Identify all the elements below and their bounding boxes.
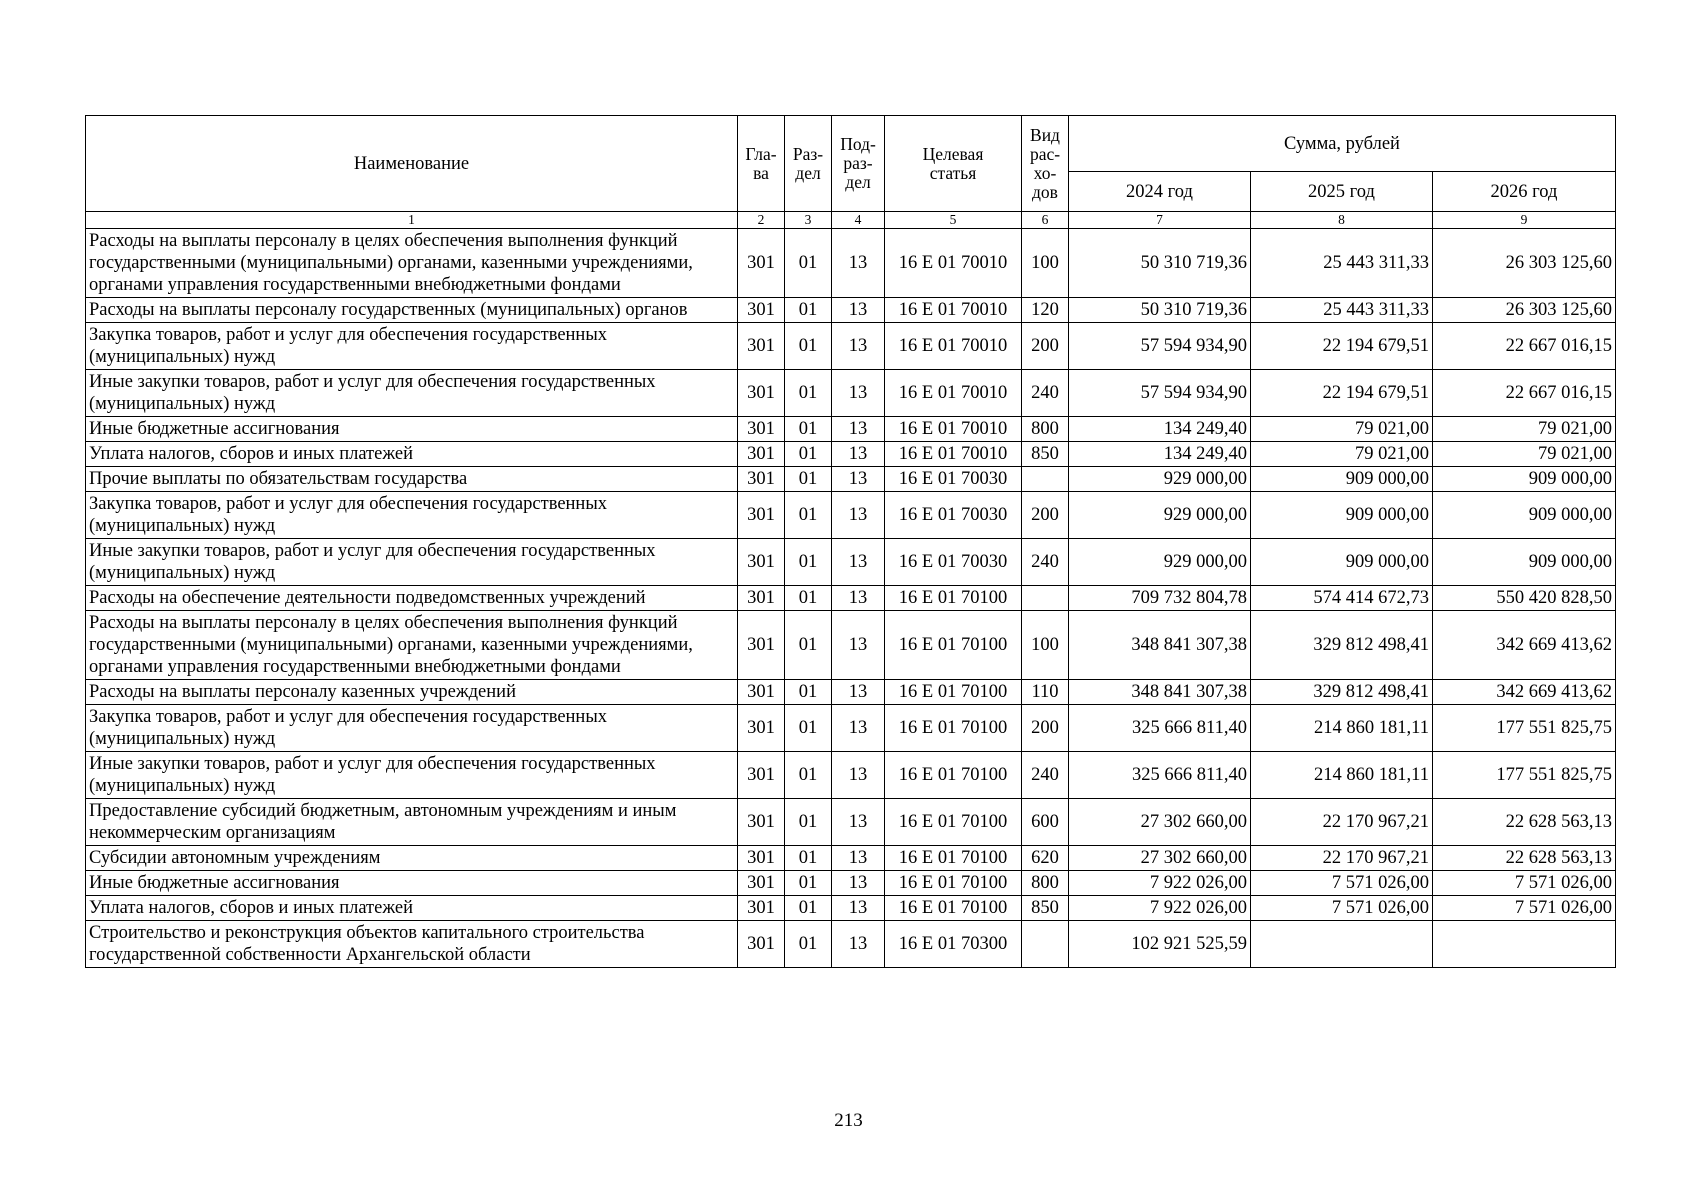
row-sum-2026: 342 669 413,62 bbox=[1433, 611, 1616, 680]
row-subsection: 13 bbox=[832, 323, 885, 370]
row-expense-type: 200 bbox=[1022, 705, 1069, 752]
row-name: Расходы на выплаты персоналу государственных (муниципальных) органов bbox=[86, 298, 738, 323]
row-name: Предоставление субсидий бюджетным, автономным учреждениям и иным некоммерческим организациям bbox=[86, 799, 738, 846]
row-sum-2026: 79 021,00 bbox=[1433, 442, 1616, 467]
row-expense-type: 800 bbox=[1022, 417, 1069, 442]
row-subsection: 13 bbox=[832, 298, 885, 323]
row-sum-2025: 909 000,00 bbox=[1251, 492, 1433, 539]
row-name: Расходы на выплаты персоналу в целях обеспечения выполнения функций государственными (муниципальными) органами, казенными учреждениями, органами управления государственными внебюджетными фондами bbox=[86, 611, 738, 680]
row-target-article: 16 Е 01 70100 bbox=[885, 611, 1022, 680]
table-row bbox=[86, 492, 1616, 539]
row-chapter: 301 bbox=[738, 417, 785, 442]
row-subsection: 13 bbox=[832, 586, 885, 611]
row-sum-2026: 909 000,00 bbox=[1433, 492, 1616, 539]
row-chapter: 301 bbox=[738, 680, 785, 705]
column-number: 1 bbox=[86, 212, 738, 229]
row-sum-2025: 574 414 672,73 bbox=[1251, 586, 1433, 611]
row-expense-type: 100 bbox=[1022, 229, 1069, 298]
row-sum-2024: 929 000,00 bbox=[1069, 492, 1251, 539]
row-expense-type bbox=[1022, 586, 1069, 611]
row-sum-2026: 909 000,00 bbox=[1433, 467, 1616, 492]
table-row bbox=[86, 442, 1616, 467]
page-number: 213 bbox=[834, 1110, 863, 1131]
row-name: Закупка товаров, работ и услуг для обеспечения государственных (муниципальных) нужд bbox=[86, 492, 738, 539]
row-sum-2024: 929 000,00 bbox=[1069, 539, 1251, 586]
row-name: Расходы на обеспечение деятельности подведомственных учреждений bbox=[86, 586, 738, 611]
row-subsection: 13 bbox=[832, 442, 885, 467]
budget-table bbox=[85, 115, 1616, 968]
row-sum-2025 bbox=[1251, 921, 1433, 968]
row-sum-2026: 7 571 026,00 bbox=[1433, 871, 1616, 896]
row-subsection: 13 bbox=[832, 705, 885, 752]
row-target-article: 16 Е 01 70100 bbox=[885, 846, 1022, 871]
table-row bbox=[86, 323, 1616, 370]
row-chapter: 301 bbox=[738, 442, 785, 467]
row-sum-2026: 26 303 125,60 bbox=[1433, 229, 1616, 298]
table-row bbox=[86, 846, 1616, 871]
header-year-2026: 2026 год bbox=[1433, 172, 1616, 212]
row-chapter: 301 bbox=[738, 846, 785, 871]
row-section: 01 bbox=[785, 370, 832, 417]
row-target-article: 16 Е 01 70100 bbox=[885, 896, 1022, 921]
row-target-article: 16 Е 01 70100 bbox=[885, 752, 1022, 799]
row-sum-2025: 909 000,00 bbox=[1251, 467, 1433, 492]
table-row bbox=[86, 680, 1616, 705]
row-subsection: 13 bbox=[832, 896, 885, 921]
row-chapter: 301 bbox=[738, 467, 785, 492]
row-target-article: 16 Е 01 70100 bbox=[885, 705, 1022, 752]
row-sum-2024: 134 249,40 bbox=[1069, 442, 1251, 467]
row-chapter: 301 bbox=[738, 752, 785, 799]
row-name: Иные закупки товаров, работ и услуг для обеспечения государственных (муниципальных) нужд bbox=[86, 752, 738, 799]
row-expense-type: 200 bbox=[1022, 323, 1069, 370]
row-name: Уплата налогов, сборов и иных платежей bbox=[86, 896, 738, 921]
row-sum-2026: 550 420 828,50 bbox=[1433, 586, 1616, 611]
table-row bbox=[86, 586, 1616, 611]
row-chapter: 301 bbox=[738, 799, 785, 846]
row-subsection: 13 bbox=[832, 417, 885, 442]
table-row bbox=[86, 799, 1616, 846]
row-sum-2026: 22 667 016,15 bbox=[1433, 323, 1616, 370]
table-row bbox=[86, 611, 1616, 680]
table-row bbox=[86, 705, 1616, 752]
row-target-article: 16 Е 01 70300 bbox=[885, 921, 1022, 968]
row-name: Субсидии автономным учреждениям bbox=[86, 846, 738, 871]
row-expense-type: 620 bbox=[1022, 846, 1069, 871]
row-section: 01 bbox=[785, 467, 832, 492]
row-name: Иные бюджетные ассигнования bbox=[86, 871, 738, 896]
column-number: 4 bbox=[832, 212, 885, 229]
row-chapter: 301 bbox=[738, 229, 785, 298]
row-sum-2024: 134 249,40 bbox=[1069, 417, 1251, 442]
row-expense-type: 200 bbox=[1022, 492, 1069, 539]
row-sum-2026: 909 000,00 bbox=[1433, 539, 1616, 586]
table-row bbox=[86, 417, 1616, 442]
row-sum-2024: 929 000,00 bbox=[1069, 467, 1251, 492]
row-section: 01 bbox=[785, 539, 832, 586]
header-section: Раз- дел bbox=[785, 116, 832, 212]
row-subsection: 13 bbox=[832, 467, 885, 492]
header-sum: Сумма, рублей bbox=[1069, 116, 1616, 172]
row-sum-2025: 22 194 679,51 bbox=[1251, 323, 1433, 370]
row-subsection: 13 bbox=[832, 921, 885, 968]
row-section: 01 bbox=[785, 705, 832, 752]
row-expense-type: 110 bbox=[1022, 680, 1069, 705]
row-sum-2025: 22 194 679,51 bbox=[1251, 370, 1433, 417]
row-chapter: 301 bbox=[738, 871, 785, 896]
row-expense-type: 850 bbox=[1022, 896, 1069, 921]
row-sum-2025: 7 571 026,00 bbox=[1251, 896, 1433, 921]
row-chapter: 301 bbox=[738, 370, 785, 417]
row-expense-type bbox=[1022, 921, 1069, 968]
row-section: 01 bbox=[785, 323, 832, 370]
row-sum-2024: 27 302 660,00 bbox=[1069, 846, 1251, 871]
table-row bbox=[86, 467, 1616, 492]
row-target-article: 16 Е 01 70010 bbox=[885, 442, 1022, 467]
row-expense-type bbox=[1022, 467, 1069, 492]
row-sum-2024: 57 594 934,90 bbox=[1069, 323, 1251, 370]
row-expense-type: 600 bbox=[1022, 799, 1069, 846]
row-target-article: 16 Е 01 70010 bbox=[885, 417, 1022, 442]
header-year-2025: 2025 год bbox=[1251, 172, 1433, 212]
row-sum-2024: 57 594 934,90 bbox=[1069, 370, 1251, 417]
row-section: 01 bbox=[785, 492, 832, 539]
row-chapter: 301 bbox=[738, 586, 785, 611]
row-expense-type: 240 bbox=[1022, 370, 1069, 417]
table-body bbox=[86, 212, 1616, 968]
row-chapter: 301 bbox=[738, 298, 785, 323]
row-sum-2024: 102 921 525,59 bbox=[1069, 921, 1251, 968]
row-name: Расходы на выплаты персоналу казенных учреждений bbox=[86, 680, 738, 705]
row-sum-2024: 7 922 026,00 bbox=[1069, 896, 1251, 921]
table-row bbox=[86, 921, 1616, 968]
row-target-article: 16 Е 01 70010 bbox=[885, 323, 1022, 370]
table-row bbox=[86, 370, 1616, 417]
row-subsection: 13 bbox=[832, 799, 885, 846]
row-name: Иные бюджетные ассигнования bbox=[86, 417, 738, 442]
row-expense-type: 800 bbox=[1022, 871, 1069, 896]
row-expense-type: 100 bbox=[1022, 611, 1069, 680]
row-subsection: 13 bbox=[832, 539, 885, 586]
row-expense-type: 240 bbox=[1022, 752, 1069, 799]
row-chapter: 301 bbox=[738, 705, 785, 752]
row-sum-2026: 79 021,00 bbox=[1433, 417, 1616, 442]
row-sum-2025: 79 021,00 bbox=[1251, 417, 1433, 442]
column-number: 3 bbox=[785, 212, 832, 229]
row-subsection: 13 bbox=[832, 611, 885, 680]
row-sum-2026: 22 667 016,15 bbox=[1433, 370, 1616, 417]
row-section: 01 bbox=[785, 680, 832, 705]
row-target-article: 16 Е 01 70100 bbox=[885, 680, 1022, 705]
row-name: Расходы на выплаты персоналу в целях обеспечения выполнения функций государственными (муниципальными) органами, казенными учреждениями, органами управления государственными внебюджетными фондами bbox=[86, 229, 738, 298]
row-chapter: 301 bbox=[738, 921, 785, 968]
table-row bbox=[86, 298, 1616, 323]
header-target: Целевая статья bbox=[885, 116, 1022, 212]
row-sum-2026: 177 551 825,75 bbox=[1433, 705, 1616, 752]
table-row bbox=[86, 896, 1616, 921]
row-chapter: 301 bbox=[738, 539, 785, 586]
row-sum-2025: 25 443 311,33 bbox=[1251, 298, 1433, 323]
header-subsection: Под- раз- дел bbox=[832, 116, 885, 212]
row-sum-2024: 27 302 660,00 bbox=[1069, 799, 1251, 846]
row-section: 01 bbox=[785, 442, 832, 467]
column-number: 8 bbox=[1251, 212, 1433, 229]
row-name: Закупка товаров, работ и услуг для обеспечения государственных (муниципальных) нужд bbox=[86, 705, 738, 752]
row-section: 01 bbox=[785, 298, 832, 323]
row-section: 01 bbox=[785, 611, 832, 680]
row-subsection: 13 bbox=[832, 680, 885, 705]
row-expense-type: 120 bbox=[1022, 298, 1069, 323]
row-name: Иные закупки товаров, работ и услуг для обеспечения государственных (муниципальных) нужд bbox=[86, 539, 738, 586]
row-subsection: 13 bbox=[832, 370, 885, 417]
row-subsection: 13 bbox=[832, 492, 885, 539]
row-section: 01 bbox=[785, 417, 832, 442]
row-sum-2024: 50 310 719,36 bbox=[1069, 229, 1251, 298]
row-chapter: 301 bbox=[738, 492, 785, 539]
row-sum-2025: 329 812 498,41 bbox=[1251, 611, 1433, 680]
row-name: Закупка товаров, работ и услуг для обеспечения государственных (муниципальных) нужд bbox=[86, 323, 738, 370]
row-name: Уплата налогов, сборов и иных платежей bbox=[86, 442, 738, 467]
row-expense-type: 850 bbox=[1022, 442, 1069, 467]
row-sum-2025: 214 860 181,11 bbox=[1251, 752, 1433, 799]
row-sum-2024: 50 310 719,36 bbox=[1069, 298, 1251, 323]
row-subsection: 13 bbox=[832, 229, 885, 298]
row-sum-2026: 342 669 413,62 bbox=[1433, 680, 1616, 705]
row-sum-2024: 7 922 026,00 bbox=[1069, 871, 1251, 896]
row-section: 01 bbox=[785, 921, 832, 968]
row-target-article: 16 Е 01 70100 bbox=[885, 799, 1022, 846]
column-number: 5 bbox=[885, 212, 1022, 229]
row-chapter: 301 bbox=[738, 323, 785, 370]
row-sum-2024: 325 666 811,40 bbox=[1069, 705, 1251, 752]
row-target-article: 16 Е 01 70030 bbox=[885, 492, 1022, 539]
header-year-2024: 2024 год bbox=[1069, 172, 1251, 212]
row-sum-2026 bbox=[1433, 921, 1616, 968]
row-target-article: 16 Е 01 70010 bbox=[885, 370, 1022, 417]
row-section: 01 bbox=[785, 871, 832, 896]
row-section: 01 bbox=[785, 846, 832, 871]
row-target-article: 16 Е 01 70100 bbox=[885, 871, 1022, 896]
table-row bbox=[86, 871, 1616, 896]
row-chapter: 301 bbox=[738, 896, 785, 921]
row-name: Прочие выплаты по обязательствам государства bbox=[86, 467, 738, 492]
row-sum-2025: 329 812 498,41 bbox=[1251, 680, 1433, 705]
row-section: 01 bbox=[785, 586, 832, 611]
row-target-article: 16 Е 01 70030 bbox=[885, 467, 1022, 492]
row-expense-type: 240 bbox=[1022, 539, 1069, 586]
row-sum-2024: 348 841 307,38 bbox=[1069, 680, 1251, 705]
column-number: 7 bbox=[1069, 212, 1251, 229]
table-row bbox=[86, 539, 1616, 586]
row-sum-2025: 214 860 181,11 bbox=[1251, 705, 1433, 752]
row-sum-2025: 79 021,00 bbox=[1251, 442, 1433, 467]
row-subsection: 13 bbox=[832, 752, 885, 799]
table-row bbox=[86, 229, 1616, 298]
row-sum-2025: 25 443 311,33 bbox=[1251, 229, 1433, 298]
row-sum-2026: 7 571 026,00 bbox=[1433, 896, 1616, 921]
row-sum-2026: 22 628 563,13 bbox=[1433, 846, 1616, 871]
row-sum-2025: 909 000,00 bbox=[1251, 539, 1433, 586]
table-row bbox=[86, 752, 1616, 799]
row-sum-2026: 26 303 125,60 bbox=[1433, 298, 1616, 323]
row-sum-2025: 7 571 026,00 bbox=[1251, 871, 1433, 896]
row-name: Строительство и реконструкция объектов капитального строительства государственной собственности Архангельской области bbox=[86, 921, 738, 968]
column-number: 6 bbox=[1022, 212, 1069, 229]
row-sum-2024: 348 841 307,38 bbox=[1069, 611, 1251, 680]
row-target-article: 16 Е 01 70100 bbox=[885, 586, 1022, 611]
header-expense-type: Вид рас- хо- дов bbox=[1022, 116, 1069, 212]
row-sum-2024: 325 666 811,40 bbox=[1069, 752, 1251, 799]
row-sum-2025: 22 170 967,21 bbox=[1251, 799, 1433, 846]
row-subsection: 13 bbox=[832, 846, 885, 871]
row-sum-2025: 22 170 967,21 bbox=[1251, 846, 1433, 871]
header-name: Наименование bbox=[86, 116, 738, 212]
row-name: Иные закупки товаров, работ и услуг для обеспечения государственных (муниципальных) нужд bbox=[86, 370, 738, 417]
row-sum-2026: 177 551 825,75 bbox=[1433, 752, 1616, 799]
row-target-article: 16 Е 01 70010 bbox=[885, 298, 1022, 323]
column-number: 9 bbox=[1433, 212, 1616, 229]
row-section: 01 bbox=[785, 896, 832, 921]
row-sum-2024: 709 732 804,78 bbox=[1069, 586, 1251, 611]
row-section: 01 bbox=[785, 229, 832, 298]
header-chapter: Гла- ва bbox=[738, 116, 785, 212]
row-subsection: 13 bbox=[832, 871, 885, 896]
column-number: 2 bbox=[738, 212, 785, 229]
row-target-article: 16 Е 01 70030 bbox=[885, 539, 1022, 586]
row-target-article: 16 Е 01 70010 bbox=[885, 229, 1022, 298]
row-section: 01 bbox=[785, 799, 832, 846]
row-section: 01 bbox=[785, 752, 832, 799]
row-sum-2026: 22 628 563,13 bbox=[1433, 799, 1616, 846]
row-chapter: 301 bbox=[738, 611, 785, 680]
column-number-row bbox=[86, 212, 1616, 229]
